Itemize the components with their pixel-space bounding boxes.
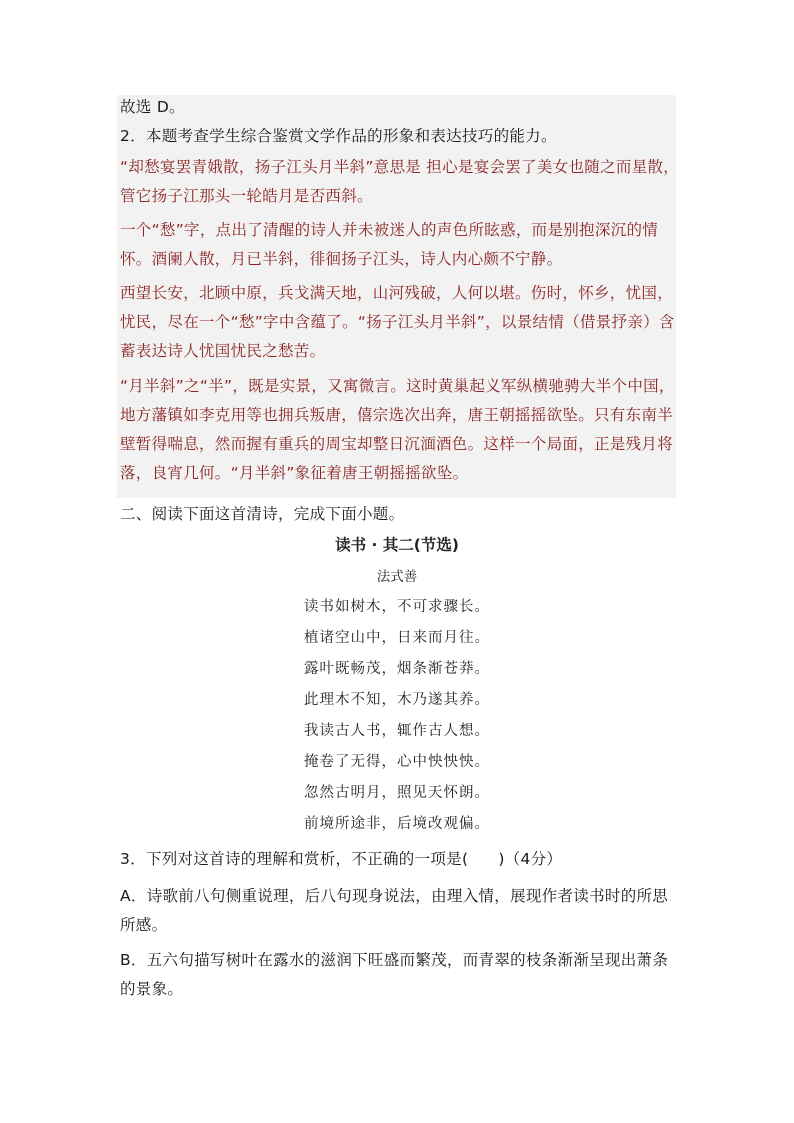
- poem-line: 前境所途非，后境改观偏。: [304, 816, 490, 832]
- poem-title: 读书 · 其二(节选): [335, 536, 459, 554]
- analysis-paragraph-3: 西望长安，北顾中原，兵戈满天地，山河残破，人何以堪。伤时，怀乡，忧国，忧民，尽在一个“愁”字中含蕴了。“扬子江头月半斜”，以景结情（借景抒亲）含蓄表达诗人忧国忧民之愁苦。: [120, 284, 675, 360]
- question-3-stem: [120, 845, 680, 874]
- question-3-stem-text: 3．下列对这首诗的理解和赏析，不正确的一项是(: [120, 850, 469, 868]
- poem-line: 掩卷了无得，心中怏怏怏。: [304, 754, 490, 770]
- poem-line: 我读古人书，辄作古人想。: [304, 723, 490, 739]
- answer-choice-line: 故选 D。: [120, 98, 185, 116]
- item2-intro: 2．本题考查学生综合鉴赏文学作品的形象和表达技巧的能力。: [120, 127, 557, 145]
- poem-line: 植诸空山中，日来而月往。: [304, 630, 490, 646]
- analysis-paragraph-2: 一个“愁”字，点出了清醒的诗人并未被迷人的声色所眩惑，而是别抱深沉的情怀。酒阑人散，月已半斜，徘徊扬子江头，诗人内心颇不宁静。: [120, 221, 659, 268]
- poem-line: 露叶既畅茂，烟条渐苍莽。: [304, 661, 490, 677]
- option-b: B．五六句描写树叶在露水的滋润下旺盛而繁茂，而青翠的枝条渐渐呈现出萧条的景象。: [120, 951, 669, 998]
- poem-line: 此理木不知，木乃遂其养。: [304, 692, 490, 708]
- analysis-paragraph-1: “却愁宴罢青娥散，扬子江头月半斜”意思是 担心是宴会罢了美女也随之而星散，管它扬子江那头一轮皓月是否西斜。: [120, 158, 680, 205]
- question-3-score: )（4分）: [498, 850, 563, 868]
- poem-author: 法式善: [376, 569, 418, 585]
- section-heading: 二、阅读下面这首清诗，完成下面小题。: [120, 505, 405, 523]
- poem-line: 忽然古明月，照见天怀朗。: [304, 785, 490, 801]
- poem-line: 读书如树木，不可求骤长。: [304, 599, 490, 615]
- analysis-paragraph-4: “月半斜”之“半”，既是实景，又寓微言。这时黄巢起义军纵横驰骋大半个中国，地方藩镇如李克用等也拥兵叛唐，僖宗选次出奔，唐王朝摇摇欲坠。只有东南半壁暂得喘息，然而握有重兵的周宝却整日沉湎酒色。这样一个局面，正是残月将落，良宵几何。“月半斜”象征着唐王朝摇摇欲坠。: [120, 377, 675, 482]
- option-a: A．诗歌前八句侧重说理，后八句现身说法，由理入情，展现作者读书时的所思所感。: [120, 887, 669, 934]
